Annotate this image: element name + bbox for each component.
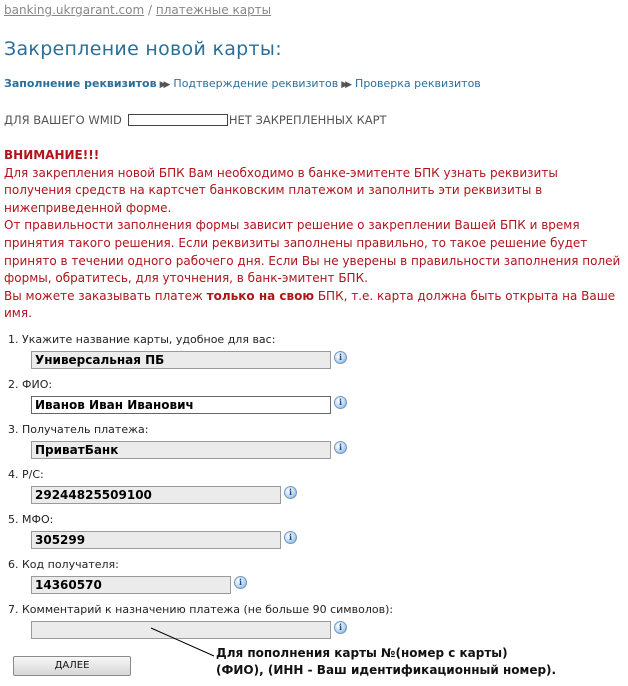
annotation-line-2: (ФИО), (ИНН - Ваш идентификационный номер). (216, 663, 557, 677)
annotation-pointer-line (151, 628, 214, 656)
warning-heading: ВНИМАНИЕ!!! (4, 148, 100, 162)
info-icon[interactable]: i (234, 576, 247, 589)
recipient-code-label: 6. Код получателя: (8, 558, 119, 571)
warning-p3-before: Вы можете заказывать платеж (4, 288, 207, 303)
mfo-input[interactable]: 305299 (31, 531, 281, 549)
warning-paragraph-2: От правильности заполнения формы зависит решение о закреплении Вашей БПК и время принятия такого решения. Если реквизиты заполнены правильно, то такое решение будет принято в течении одного рабочего дня. Если Вы не уверены в правильности заполнения полей формы, обратитесь, для уточнения, в банк-эмитент БПК. (4, 218, 621, 286)
page-title: Закрепление новой карты: (4, 38, 282, 60)
info-icon[interactable]: i (284, 531, 297, 544)
warning-p3-bold: только на свою (206, 288, 314, 303)
step-confirm-details: Подтверждение реквизитов (173, 77, 339, 90)
account-label: 4. Р/С: (8, 468, 44, 481)
full-name-label: 2. ФИО: (8, 378, 53, 391)
wmid-prefix: ДЛЯ ВАШЕГО WMID (4, 113, 122, 127)
wmid-suffix: НЕТ ЗАКРЕПЛЕННЫХ КАРТ (228, 113, 387, 127)
info-icon[interactable]: i (334, 351, 347, 364)
info-icon[interactable]: i (334, 396, 347, 409)
breadcrumb-section-link[interactable]: платежные карты (155, 3, 272, 17)
recipient-code-input[interactable]: 14360570 (31, 576, 231, 594)
card-name-input[interactable]: Универсальная ПБ (31, 351, 331, 369)
card-name-label: 1. Укажите название карты, удобное для вас: (8, 333, 276, 346)
next-button[interactable]: ДАЛЕЕ (13, 656, 131, 676)
info-icon[interactable]: i (284, 486, 297, 499)
double-arrow-icon: ▶▶ (341, 80, 350, 90)
step-fill-details: Заполнение реквизитов (4, 77, 157, 90)
mfo-label: 5. МФО: (8, 513, 54, 526)
account-input[interactable]: 29244825509100 (31, 486, 281, 504)
recipient-input[interactable]: ПриватБанк (31, 441, 331, 459)
breadcrumb-site-link[interactable]: banking.ukrgarant.com (4, 3, 145, 17)
recipient-label: 3. Получатель платежа: (8, 423, 149, 436)
step-verify-details: Проверка реквизитов (355, 77, 481, 90)
full-name-input[interactable]: Иванов Иван Иванович (31, 396, 331, 414)
annotation-line-1: Для пополнения карты №(номер с карты) (216, 646, 508, 660)
double-arrow-icon: ▶▶ (159, 80, 168, 90)
warning-p3-after: БПК, т.е. карта должна быть открыта на Ваше имя. (4, 288, 616, 321)
info-icon[interactable]: i (334, 621, 347, 634)
breadcrumb-separator: / (148, 3, 153, 17)
comment-label: 7. Комментарий к назначению платежа (не больше 90 символов): (8, 603, 394, 616)
info-icon[interactable]: i (334, 441, 347, 454)
annotation-note (216, 645, 556, 679)
warning-paragraph-1: Для закрепления новой БПК Вам необходимо в банке-эмитенте БПК узнать реквизиты получения средств на картсчет банковским платежом и заполнить эти реквизиты в нижеприведенной форме. (4, 165, 558, 215)
